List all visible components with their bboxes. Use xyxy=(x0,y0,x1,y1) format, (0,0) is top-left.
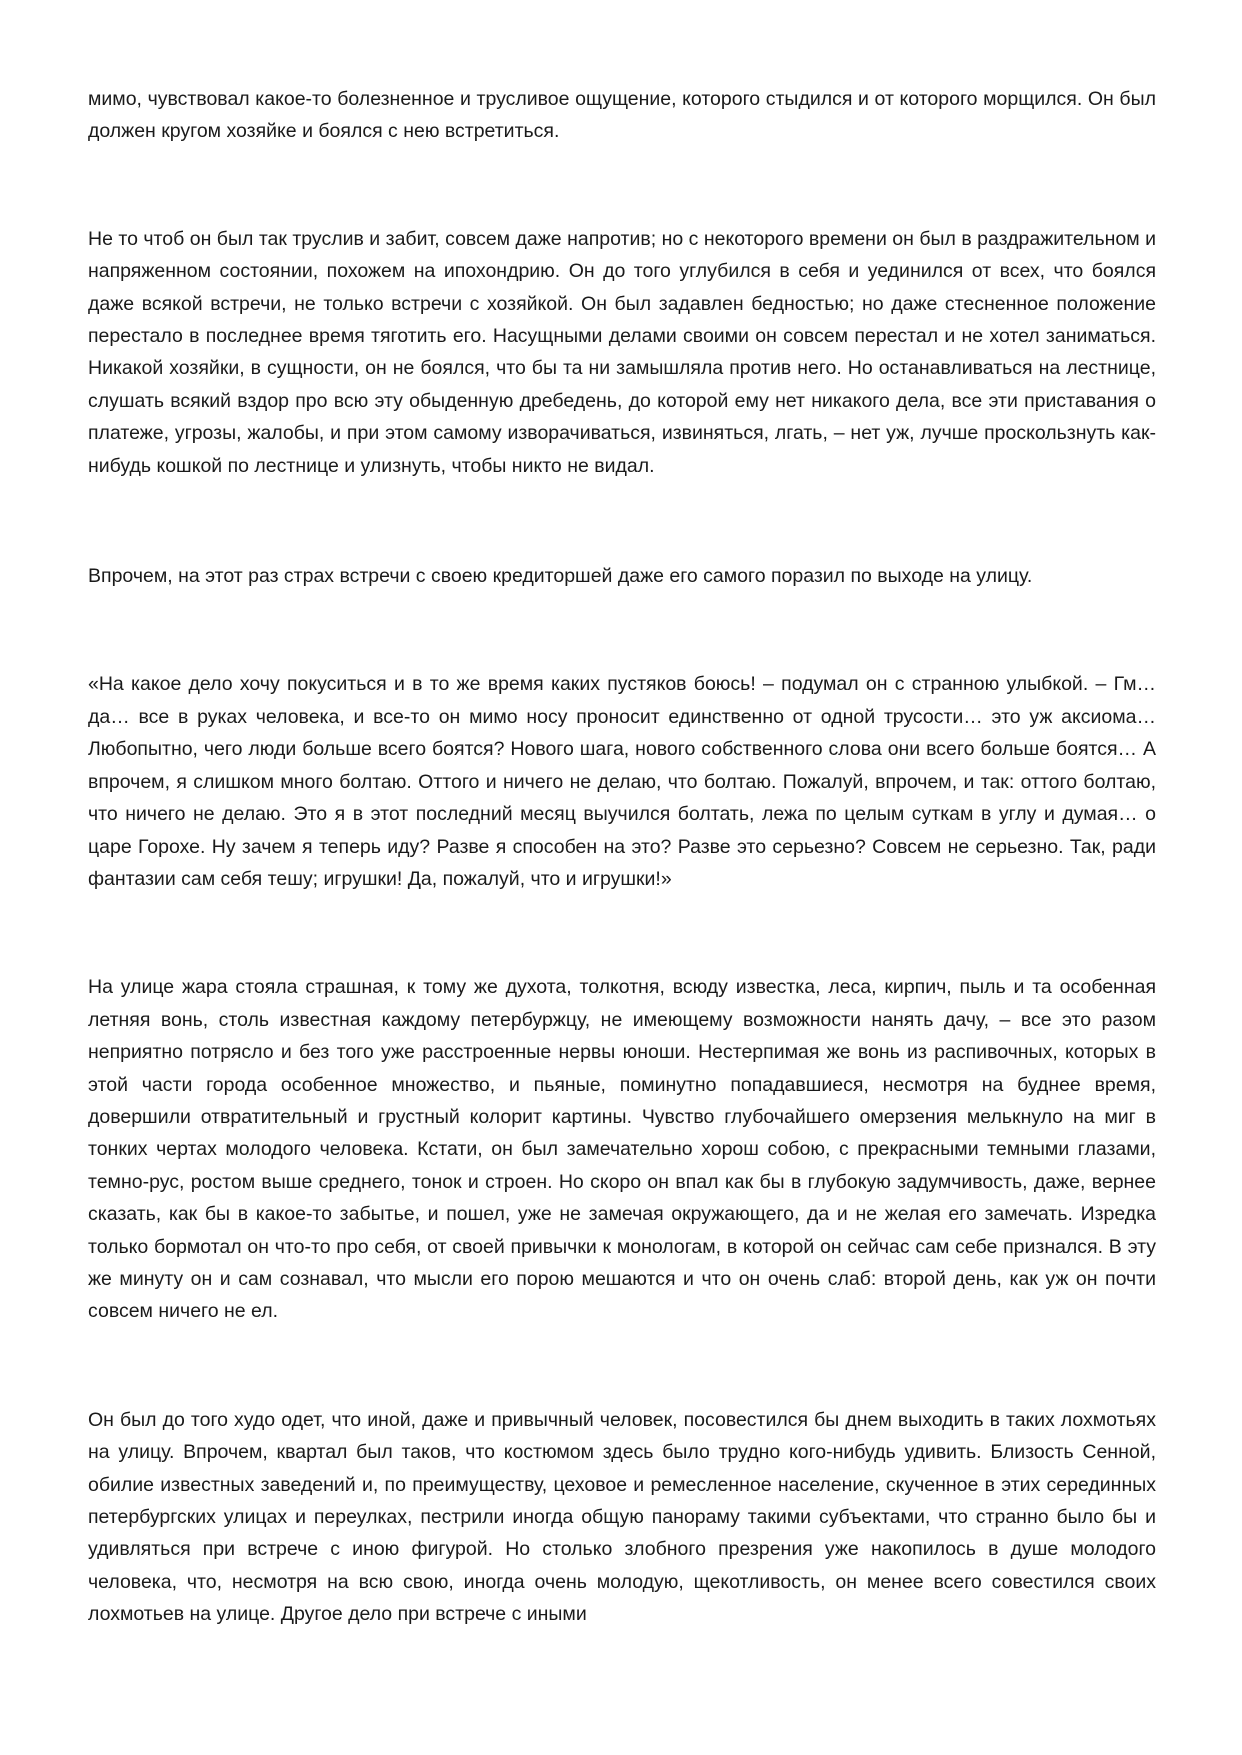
paragraph: Впрочем, на этот раз страх встречи с своею кредиторшей даже его самого поразил по выходе на улицу. xyxy=(88,565,1033,588)
text-body xyxy=(88,83,1156,1631)
paragraph: мимо, чувствовал какое-то болезненное и трусливое ощущение, которого стыдился и от которого морщился. Он был должен кругом хозяйке и боялся с нею встретиться. xyxy=(88,88,1156,143)
paragraph: «На какое дело хочу покуситься и в то же время каких пустяков боюсь! – подумал он с странною улыбкой. – Гм… да… все в руках человека, и все-то он мимо носу проносит единственно от одной трусости… это уж аксиома… Любопытно, чего люди больше всего боятся? Нового шага, нового собственного слова они всего больше боятся… А впрочем, я слишком много болтаю. Оттого и ничего не делаю, что болтаю. Пожалуй, впрочем, и так: оттого болтаю, что ничего не делаю. Это я в этот последний месяц выучился болтать, лежа по целым суткам в углу и думая… о царе Горохе. Ну зачем я теперь иду? Разве я способен на это? Разве это серьезно? Совсем не серьезно. Так, ради фантазии сам себя тешу; игрушки! Да, пожалуй, что и игрушки!» xyxy=(88,673,1156,890)
paragraph: На улице жара стояла страшная, к тому же духота, толкотня, всюду известка, леса, кирпич, пыль и та особенная летняя вонь, столь известная каждому петербуржцу, не имеющему возможности нанять дачу, – все это разом неприятно потрясло и без того уже расстроенные нервы юноши. Нестерпимая же вонь из распивочных, которых в этой части города особенное множество, и пьяные, поминутно попадавшиеся, несмотря на буднее время, довершили отвратительный и грустный колорит картины. Чувство глубочайшего омерзения мелькнуло на миг в тонких чертах молодого человека. Кстати, он был замечательно хорош собою, с прекрасными темными глазами, темно-рус, ростом выше среднего, тонок и строен. Но скоро он впал как бы в глубокую задумчивость, даже, вернее сказать, как бы в какое-то забытье, и пошел, уже не замечая окружающего, да и не желая его замечать. Изредка только бормотал он что-то про себя, от своей привычки к монологам, в которой он сейчас сам себе признался. В эту же минуту он и сам сознавал, что мысли его порою мешаются и что он очень слаб: второй день, как уж он почти совсем ничего не ел. xyxy=(88,976,1156,1323)
paragraph: Не то чтоб он был так труслив и забит, совсем даже напротив; но с некоторого времени он был в раздражительном и напряженном состоянии, похожем на ипохондрию. Он до того углубился в себя и уединился от всех, что боялся даже всякой встречи, не только встречи с хозяйкой. Он был задавлен бедностью; но даже стесненное положение перестало в последнее время тяготить его. Насущными делами своими он совсем перестал и не хотел заниматься. Никакой хозяйки, в сущности, он не боялся, что бы та ни замышляла против него. Но останавливаться на лестнице, слушать всякий вздор про всю эту обыденную дребедень, до которой ему нет никакого дела, все эти приставания о платеже, угрозы, жалобы, и при этом самому изворачиваться, извиняться, лгать, – нет уж, лучше проскользнуть как-нибудь кошкой по лестнице и улизнуть, чтобы никто не видал. xyxy=(88,227,1156,477)
paragraph: Он был до того худо одет, что иной, даже и привычный человек, посовестился бы днем выходить в таких лохмотьях на улицу. Впрочем, квартал был таков, что костюмом здесь было трудно кого-нибудь удивить. Близость Сенной, обилие известных заведений и, по преимуществу, цеховое и ремесленное население, скученное в этих серединных петербургских улицах и переулках, пестрили иногда общую панораму такими субъектами, что странно было бы и удивляться при встрече с иною фигурой. Но столько злобного презрения уже накопилось в душе молодого человека, что, несмотря на всю свою, иногда очень молодую, щекотливость, он менее всего совестился своих лохмотьев на улице. Другое дело при встрече с иными xyxy=(88,1408,1156,1626)
